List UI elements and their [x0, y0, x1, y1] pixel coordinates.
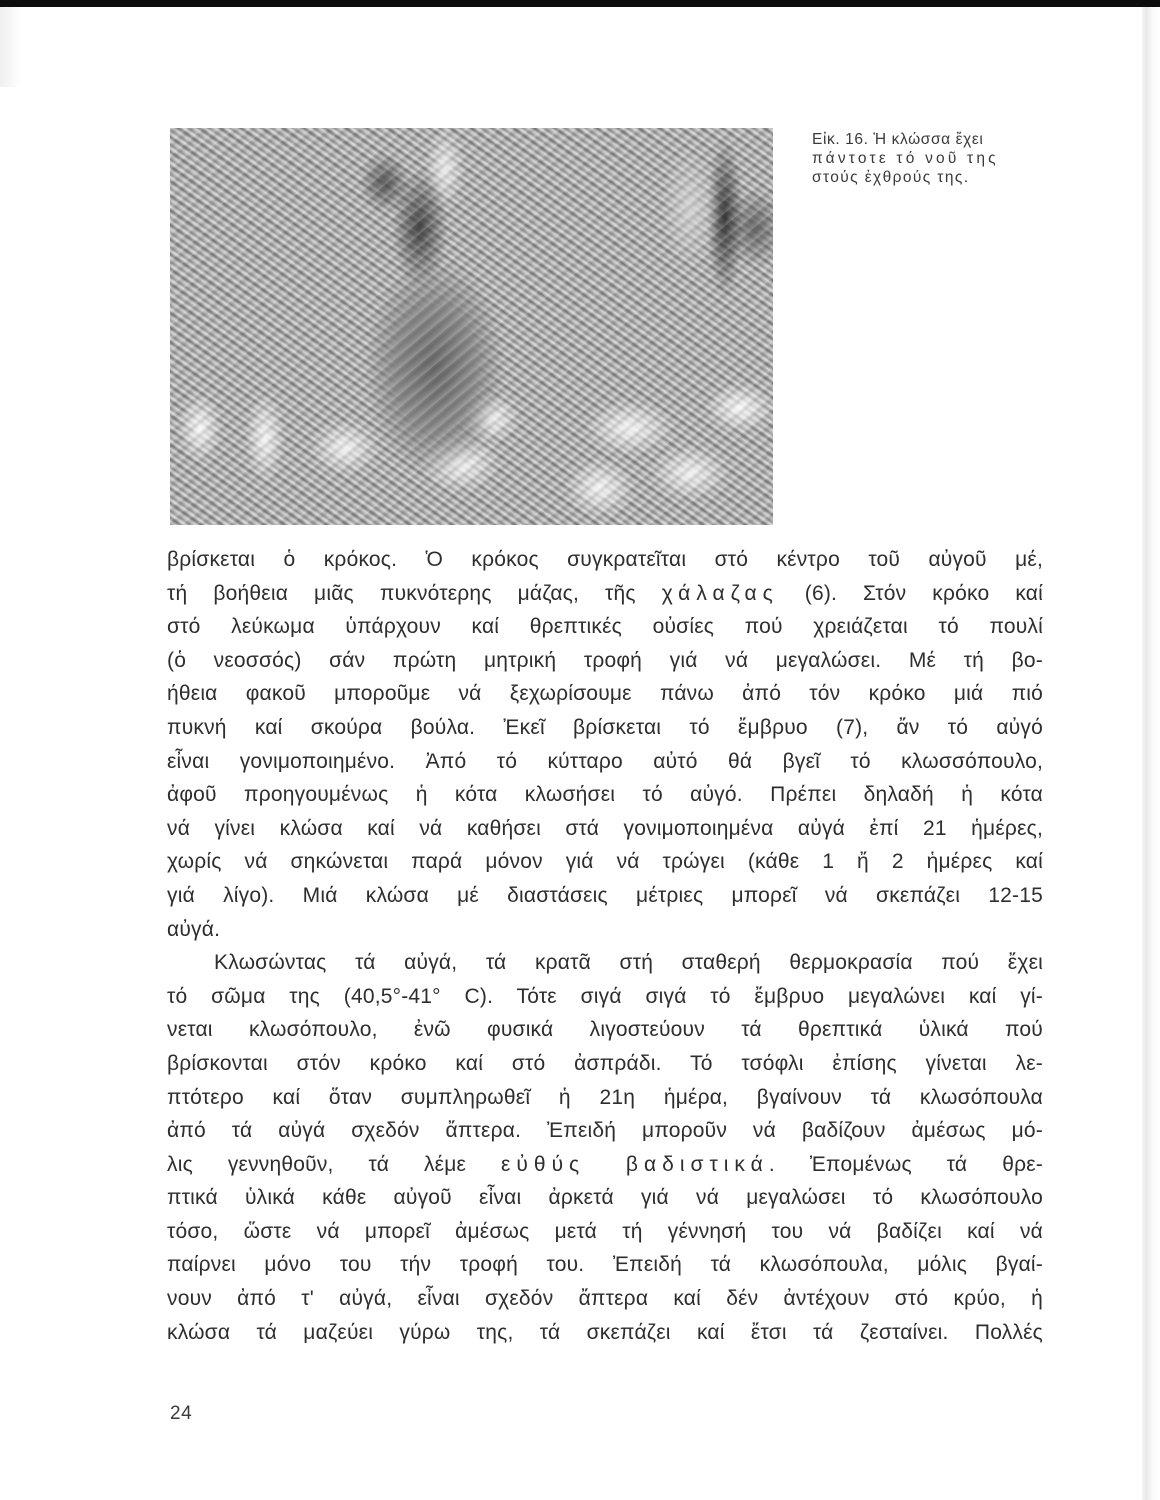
text-line: [167, 1148, 1043, 1182]
text-line: πτότερο καί ὅταν συμπληρωθεῖ ἡ 21η ἡμέρα, βγαίνουν τά κλωσόπουλα: [167, 1085, 1043, 1109]
scan-right-binding-shadow: [1142, 7, 1160, 1500]
text-line: βρίσκεται ὁ κρόκος. Ὁ κρόκος συγκρατεῖται στό κέντρο τοῦ αὐγοῦ μέ,: [167, 548, 1043, 571]
caption-line: Εἰκ. 16. Ἡ κλώσσα ἔχει: [812, 131, 984, 148]
body-text: [167, 543, 1043, 1349]
text-line: τόσο, ὥστε νά μπορεῖ ἀμέσως μετά τή γέννησή του νά βαδίζει καί νά: [167, 1219, 1043, 1243]
text-line: [167, 577, 1043, 611]
text-fragment: λις γεννηθοῦν, τά λέμε: [167, 1152, 502, 1176]
caption-line: στούς ἐχθρούς της.: [812, 169, 970, 186]
scan-left-shadow: [0, 7, 22, 87]
text-line: νά γίνει κλώσα καί νά καθήσει στά γονιμοποιημένα αὐγά ἐπί 21 ἡμέρες,: [167, 816, 1043, 840]
text-line: γιά λίγο). Μιά κλώσα μέ διαστάσεις μέτριες μπορεῖ νά σκεπάζει 12-15: [167, 883, 1043, 907]
emphasis-term-euthys-badistika: εὐθύς βαδιστικά: [501, 1152, 769, 1176]
caption-line: πάντοτε τό νοῦ της: [812, 150, 999, 167]
text-line: χωρίς νά σηκώνεται παρά μόνον γιά νά τρώγει (κάθε 1 ἤ 2 ἡμέρες καί: [167, 850, 1043, 874]
text-line: νεται κλωσόπουλο, ἐνῶ φυσικά λιγοστεύουν τά θρεπτικά ὑλικά πού: [167, 1018, 1043, 1042]
text-line: ἀπό τά αὐγά σχεδόν ἄπτερα. Ἐπειδή μποροῦν νά βαδίζουν ἀμέσως μό-: [167, 1119, 1043, 1143]
scan-top-border: [0, 0, 1160, 7]
text-line: κλώσα τά μαζεύει γύρω της, τά σκεπάζει καί ἔτσι τά ζεσταίνει. Πολλές: [167, 1320, 1043, 1344]
text-line: τό σῶμα της (40,5°-41° C). Τότε σιγά σιγά τό ἔμβρυο μεγαλώνει καί γί-: [167, 984, 1043, 1008]
text-line: ἀφοῦ προηγουμένως ἡ κότα κλωσήσει τό αὐγό. Πρέπει δηλαδή ἡ κότα: [167, 783, 1043, 807]
paragraph-2: [167, 946, 1043, 1349]
text-line: (ὁ νεοσσός) σάν πρώτη μητρική τροφή γιά νά μεγαλώσει. Μέ τή βο-: [167, 648, 1043, 672]
text-fragment: τή βοήθεια μιᾶς πυκνότερης μάζας, τῆς: [167, 581, 662, 605]
text-line: νουν ἀπό τ' αὐγά, εἶναι σχεδόν ἄπτερα καί δέν ἀντέχουν στό κρύο, ἡ: [167, 1287, 1043, 1311]
page-number: 24: [170, 1403, 193, 1424]
text-fragment: . Ἐπομένως τά θρε-: [768, 1152, 1043, 1176]
text-line: εἶναι γονιμοποιημένο. Ἀπό τό κύτταρο αὐτό θά βγεῖ τό κλωσσόπουλο,: [167, 749, 1043, 773]
paragraph-1: [167, 543, 1043, 946]
text-line: αὐγά.: [167, 917, 221, 941]
text-line: στό λεύκωμα ὑπάρχουν καί θρεπτικές οὐσίες πού χρειάζεται τό πουλί: [167, 615, 1043, 639]
text-line: πτικά ὑλικά κάθε αὐγοῦ εἶναι ἀρκετά γιά νά μεγαλώσει τό κλωσόπουλο: [167, 1186, 1043, 1210]
text-fragment: (6). Στόν κρόκο καί: [778, 581, 1044, 605]
text-line: βρίσκονται στόν κρόκο καί στό ἀσπράδι. Τό τσόφλι ἐπίσης γίνεται λε-: [167, 1051, 1043, 1075]
emphasis-term-chalaza: χάλαζας: [661, 581, 779, 605]
figure-caption: [812, 130, 1042, 187]
text-line: Κλωσώντας τά αὐγά, τά κρατᾶ στή σταθερή θερμοκρασία πού ἔχει: [214, 951, 1043, 975]
text-line: ήθεια φακοῦ μποροῦμε νά ξεχωρίσουμε πάνω ἀπό τόν κρόκο μιά πιό: [167, 682, 1043, 706]
figure-photo-hen-with-chicks: [170, 128, 773, 525]
text-line: πυκνή καί σκούρα βούλα. Ἐκεῖ βρίσκεται τό ἔμβρυο (7), ἄν τό αὐγό: [167, 715, 1043, 739]
text-line: παίρνει μόνο του τήν τροφή του. Ἐπειδή τά κλωσόπουλα, μόλις βγαί-: [167, 1253, 1043, 1277]
